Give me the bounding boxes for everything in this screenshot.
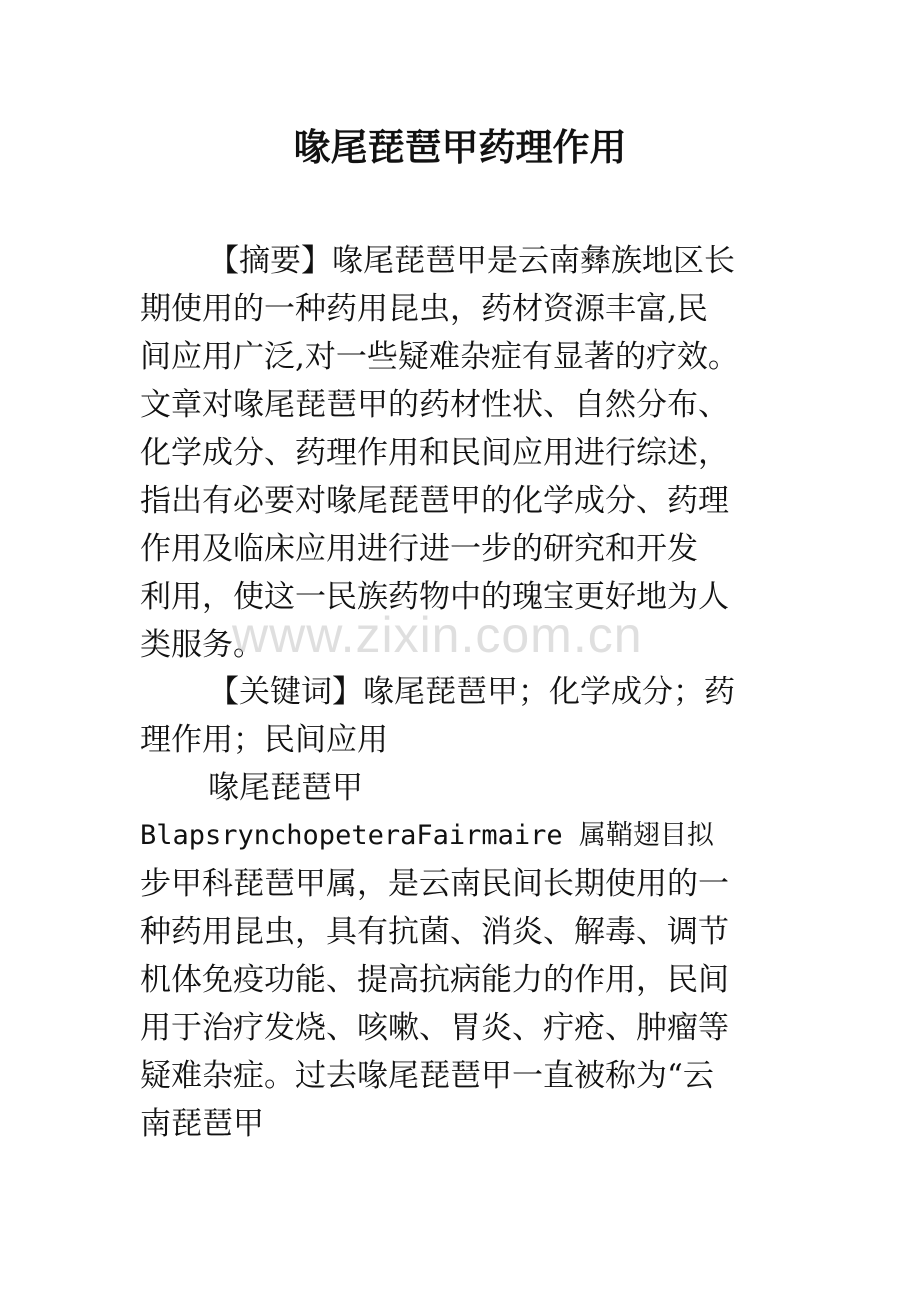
abstract-line: 文章对喙尾琵琶甲的药材性状、自然分布、 bbox=[140, 387, 729, 423]
watermark: www.zixin.com.cn bbox=[232, 607, 643, 663]
abstract-line: 指出有必要对喙尾琵琶甲的化学成分、药理 bbox=[140, 483, 729, 519]
body-line: 步甲科琵琶甲属，是云南民间长期使用的一 bbox=[140, 866, 729, 902]
body-line: BlapsrynchopeteraFairmaire 属鞘翅目拟 bbox=[140, 820, 714, 851]
abstract-line: 作用及临床应用进行进一步的研究和开发 bbox=[140, 531, 698, 567]
body-line: 种药用昆虫，具有抗菌、消炎、解毒、调节 bbox=[140, 914, 729, 950]
abstract-line: 间应用广泛,对一些疑难杂症有显著的疗效。 bbox=[140, 339, 739, 375]
abstract-line: 化学成分、药理作用和民间应用进行综述， bbox=[140, 435, 729, 471]
keywords-line: 理作用；民间应用 bbox=[140, 722, 388, 758]
abstract-line: 【摘要】喙尾琵琶甲是云南彝族地区长 bbox=[208, 243, 735, 279]
abstract-line: 利用，使这一民族药物中的瑰宝更好地为人 bbox=[140, 579, 729, 615]
keywords-line: 【关键词】喙尾琵琶甲；化学成分；药 bbox=[208, 674, 735, 710]
abstract-line: 类服务。 bbox=[140, 627, 264, 663]
document-title: 喙尾琵琶甲药理作用 bbox=[293, 126, 627, 169]
body-line: 南琵琶甲 bbox=[140, 1106, 264, 1142]
body-line: 机体免疫功能、提高抗病能力的作用，民间 bbox=[140, 962, 729, 998]
abstract-line: 期使用的一种药用昆虫，药材资源丰富,民 bbox=[140, 291, 708, 327]
body-line: 疑难杂症。过去喙尾琵琶甲一直被称为“云 bbox=[140, 1058, 714, 1094]
body-line: 喙尾琵琶甲 bbox=[208, 770, 363, 806]
body-line: 用于治疗发烧、咳嗽、胃炎、疔疮、肿瘤等 bbox=[140, 1010, 729, 1046]
